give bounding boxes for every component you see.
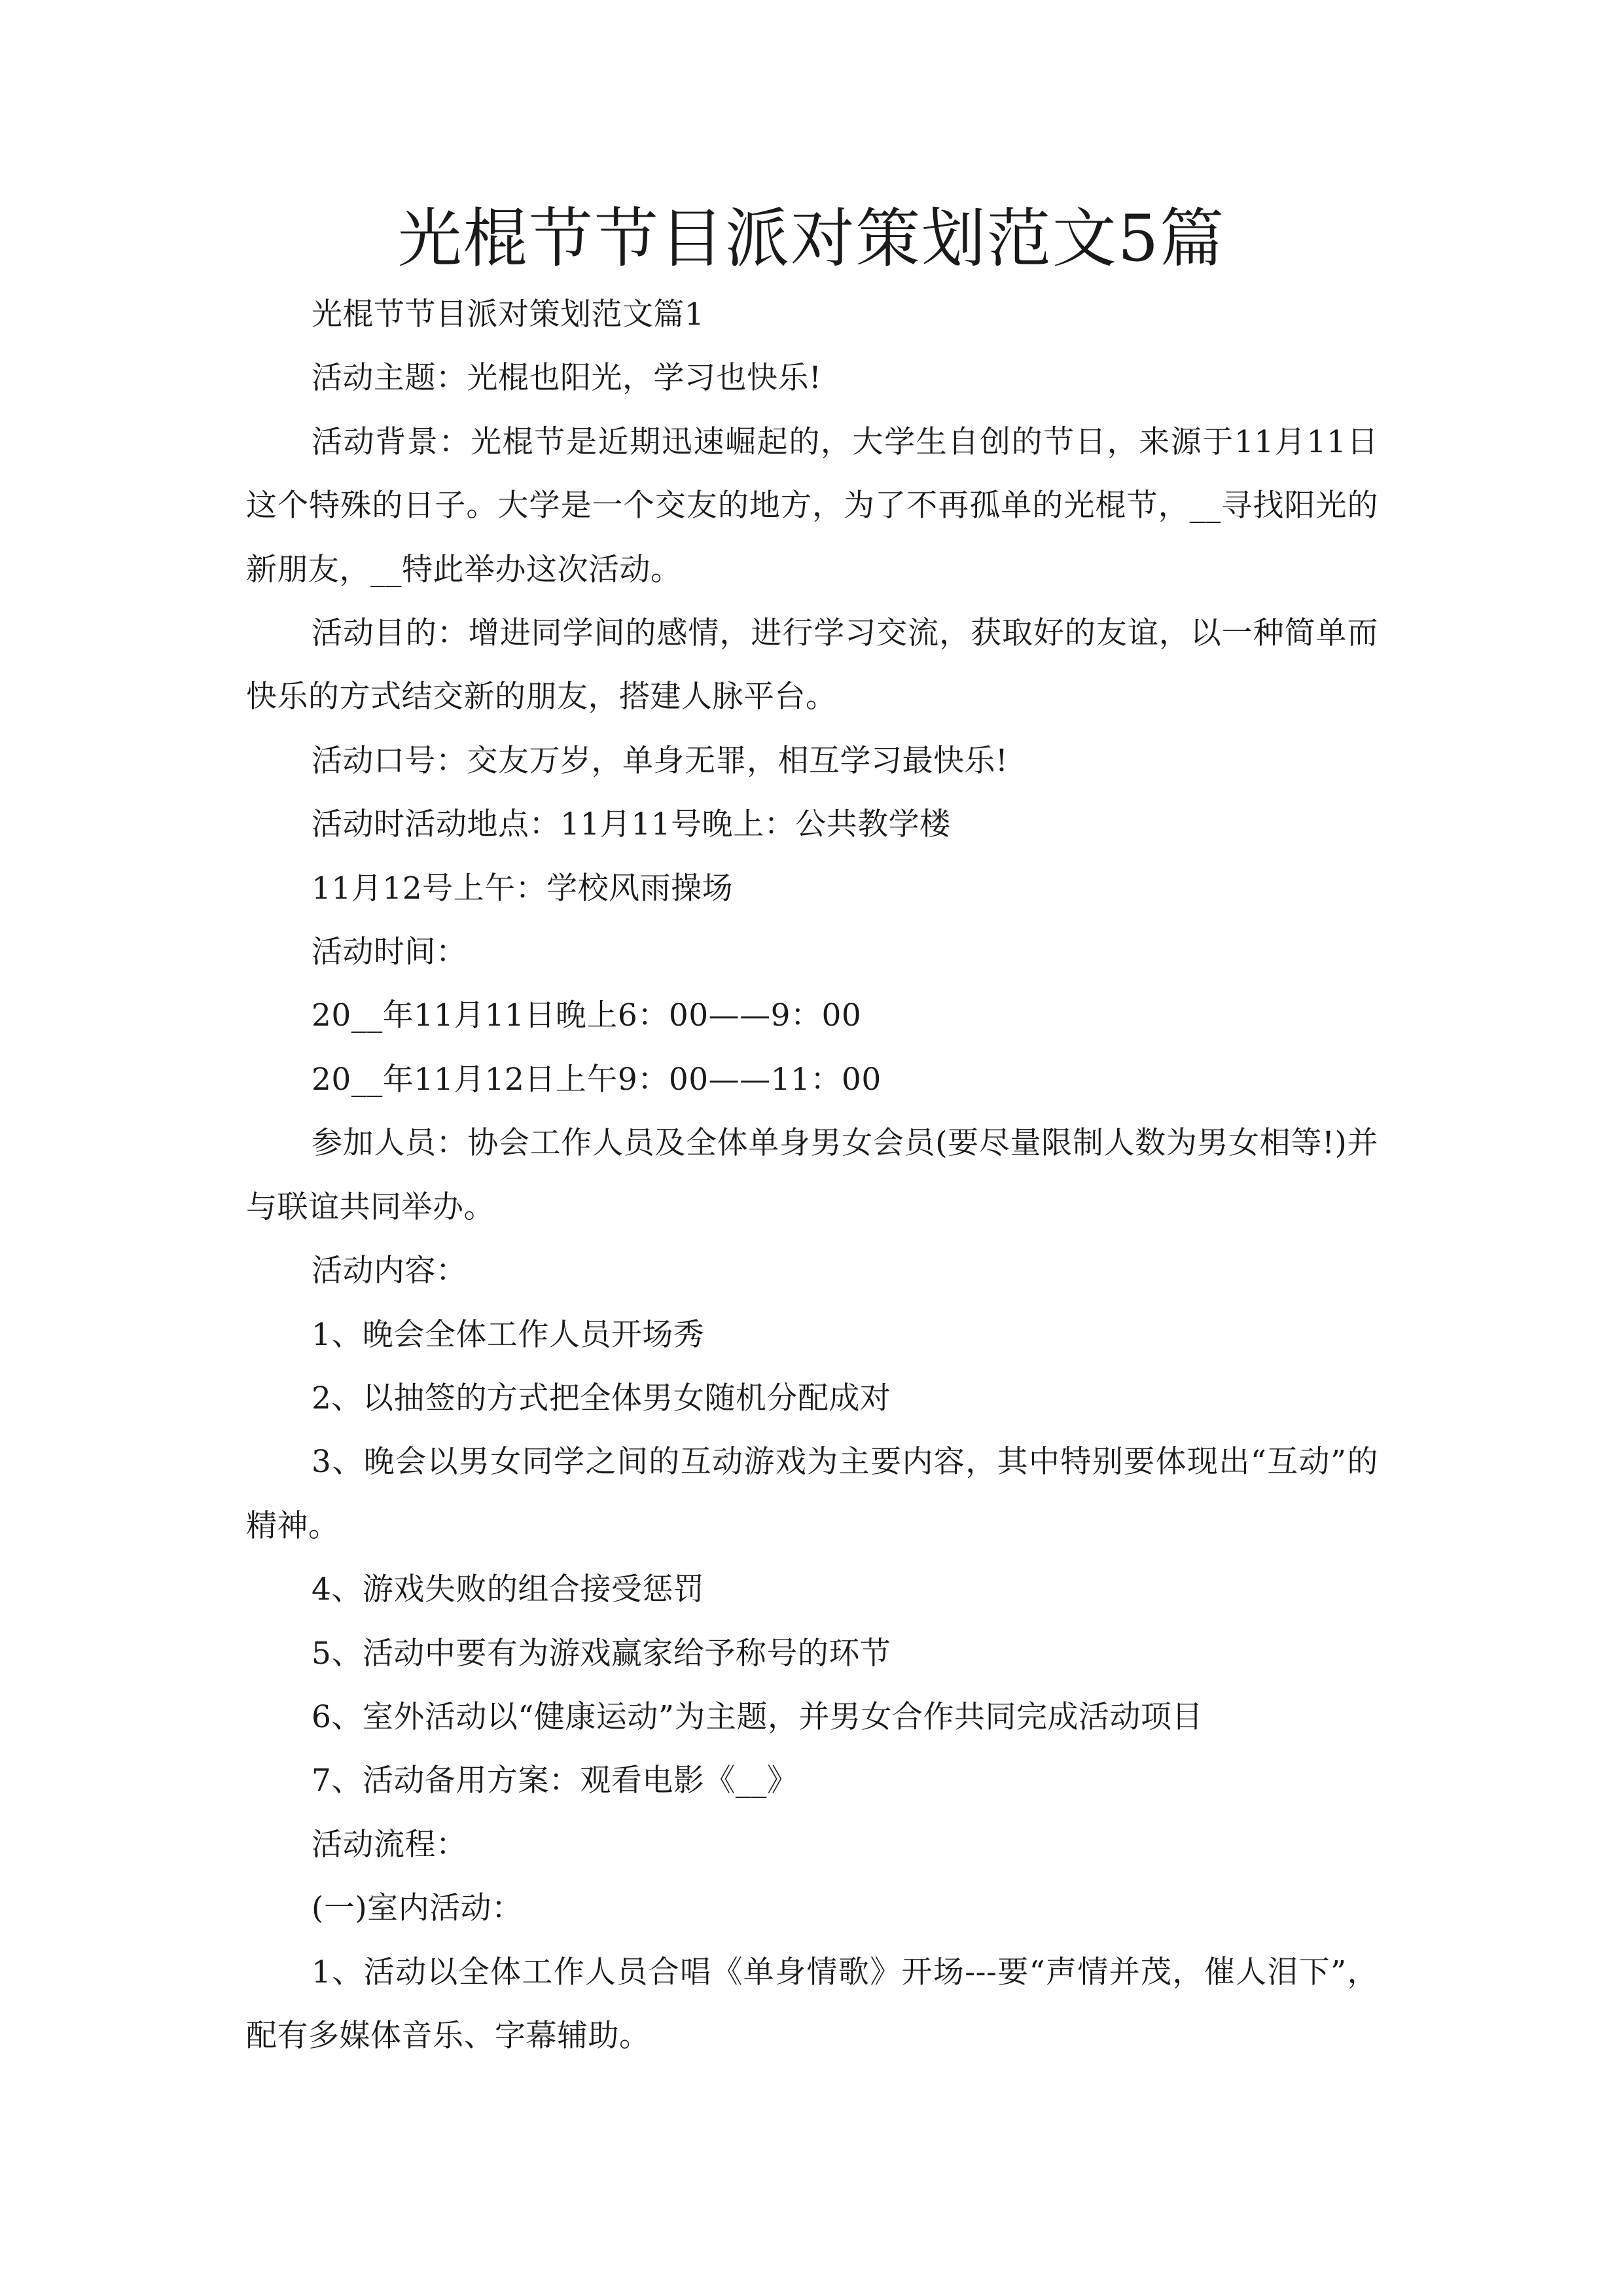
paragraph-indoor-label: (一)室内活动： bbox=[312, 1890, 523, 1927]
paragraph-location: 活动时活动地点：11月11号晚上：公共教学楼 bbox=[312, 806, 951, 843]
paragraph-slogan: 活动口号：交友万岁，单身无罪，相互学习最快乐! bbox=[312, 742, 1008, 779]
paragraph-purpose: 活动目的：增进同学间的感情，进行学习交流，获取好的友谊，以一种简单而快乐的方式结交新的朋友，搭建人脉平台。 bbox=[246, 615, 1378, 715]
paragraph-background: 活动背景：光棍节是近期迅速崛起的，大学生自创的节日，来源于11月11日这个特殊的日子。大学是一个交友的地方，为了不再孤单的光棍节，__寻找阳光的新朋友，__特此举办这次活动。 bbox=[246, 423, 1378, 588]
list-item: 5、活动中要有为游戏赢家给予称号的环节 bbox=[312, 1635, 891, 1672]
paragraph-participants: 参加人员：协会工作人员及全体单身男女会员(要尽量限制人数为男女相等!)并与联谊共同举办。 bbox=[246, 1125, 1378, 1225]
paragraph-time-label: 活动时间： bbox=[312, 934, 467, 971]
section-heading: 光棍节节目派对策划范文篇1 bbox=[312, 296, 705, 332]
list-item: 1、活动以全体工作人员合唱《单身情歌》开场---要“声情并茂，催人泪下”，配有多媒体音乐、字幕辅助。 bbox=[246, 1954, 1378, 2054]
list-item: 1、晚会全体工作人员开场秀 bbox=[312, 1316, 705, 1353]
paragraph-location-2: 11月12号上午：学校风雨操场 bbox=[312, 870, 734, 906]
list-item: 7、活动备用方案：观看电影《__》 bbox=[312, 1763, 798, 1799]
paragraph-process-label: 活动流程： bbox=[312, 1826, 467, 1863]
paragraph-time-2: 20__年11月12日上午9：00——11：00 bbox=[312, 1061, 882, 1098]
list-item: 4、游戏失败的组合接受惩罚 bbox=[312, 1571, 705, 1608]
document-title: 光棍节节目派对策划范文5篇 bbox=[397, 202, 1226, 276]
paragraph-theme: 活动主题：光棍也阳光，学习也快乐! bbox=[312, 360, 822, 397]
document-body bbox=[246, 283, 1378, 2068]
list-item: 6、室外活动以“健康运动”为主题，并男女合作共同完成活动项目 bbox=[312, 1698, 1203, 1735]
list-item: 3、晚会以男女同学之间的互动游戏为主要内容，其中特别要体现出“互动”的精神。 bbox=[246, 1444, 1378, 1544]
paragraph-content-label: 活动内容： bbox=[312, 1253, 467, 1289]
paragraph-time-1: 20__年11月11日晚上6：00——9：00 bbox=[312, 997, 862, 1034]
list-item: 2、以抽签的方式把全体男女随机分配成对 bbox=[312, 1380, 891, 1416]
